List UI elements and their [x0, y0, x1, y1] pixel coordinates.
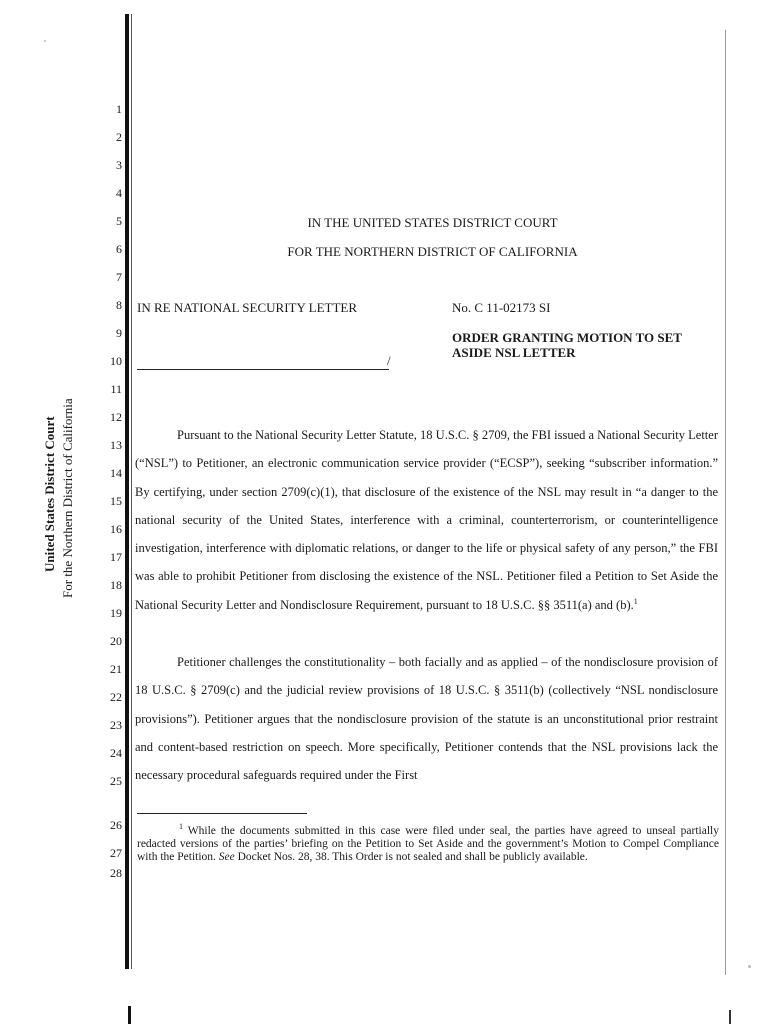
line-number: 26: [110, 818, 122, 832]
line-number: 7: [116, 270, 122, 284]
sidebar-court-name: United States District Court: [42, 416, 57, 572]
line-number: 20: [110, 634, 122, 648]
line-number: 24: [110, 746, 122, 760]
case-number: No. C 11-02173 SI: [452, 300, 551, 315]
line-number: 22: [110, 690, 122, 704]
footnote-reference: 1: [633, 596, 638, 606]
sidebar-district-name: For the Northern District of California: [60, 398, 75, 598]
line-numbers: [100, 0, 122, 1024]
line-number: 14: [110, 466, 122, 480]
line-number: 6: [116, 242, 122, 256]
line-number: 5: [116, 214, 122, 228]
line-number: 3: [116, 158, 122, 172]
line-number: 16: [110, 522, 122, 536]
scan-mark-left: [128, 1006, 131, 1024]
court-heading: IN THE UNITED STATES DISTRICT COURT: [307, 215, 558, 230]
line-number: 25: [110, 774, 122, 788]
court-sidebar: [4, 262, 84, 702]
line-number: 27: [110, 846, 122, 860]
line-number: 21: [110, 662, 122, 676]
footnote-see: See: [218, 851, 235, 863]
scan-speck: [44, 40, 46, 42]
order-title: ORDER GRANTING MOTION TO SET ASIDE NSL LETTER: [452, 330, 682, 360]
line-number: 4: [116, 186, 122, 200]
scan-speck: [748, 965, 751, 968]
body-paragraph-1: [135, 421, 718, 619]
footnote-text-b: Docket Nos. 28, 38. This Order is not sealed and shall be publicly available.: [237, 851, 588, 863]
caption-slash: /: [387, 353, 391, 368]
line-number: 8: [116, 298, 122, 312]
paragraph-1-text: Pursuant to the National Security Letter Statute, 18 U.S.C. § 2709, the FBI issued a National Security Letter (“NSL”) to Petitioner, an electronic communication service provider (“ECSP”), seeking “subscriber information.” By certifying, under section 2709(c)(1), that disclosure of the existence of the NSL may result in “a danger to the national security of the United States, interference with a criminal, counterterrorism, or counterintelligence investigation, interference with diplomatic relations, or danger to the life or physical safety of any person,” the FBI was able to prohibit Petitioner from disclosing the existence of the NSL. Petitioner filed a Petition to Set Aside the National Security Letter and Nondisclosure Requirement, pursuant to 18 U.S.C. §§ 3511(a) and (b).: [135, 428, 718, 612]
line-number: 23: [110, 718, 122, 732]
left-margin-rule-thin: [131, 14, 132, 969]
line-number: 12: [110, 410, 122, 424]
line-number: 1: [116, 102, 122, 116]
line-number: 28: [110, 866, 122, 880]
footnote-marker: 1: [179, 822, 183, 832]
footnote-separator: [137, 813, 307, 814]
line-number: 10: [110, 354, 122, 368]
caption-underline: [137, 369, 389, 370]
footnote: [137, 822, 719, 864]
right-margin-rule: [725, 30, 726, 975]
footnote-text-a: While the documents submitted in this case were filed under seal, the parties have agreed to unseal partially redacted versions of the parties’ briefing on the Petition to Set Aside and the government’s Motion to Compel Compliance with the Petition.: [137, 825, 719, 863]
district-heading: FOR THE NORTHERN DISTRICT OF CALIFORNIA: [287, 244, 578, 259]
line-number: 18: [110, 578, 122, 592]
line-number: 9: [116, 326, 122, 340]
line-number: 19: [110, 606, 122, 620]
line-number: 13: [110, 438, 122, 452]
scan-mark-right: [729, 1010, 731, 1024]
line-number: 17: [110, 550, 122, 564]
line-number: 11: [110, 382, 122, 396]
body-paragraph-2: Petitioner challenges the constitutionality – both facially and as applied – of the nondisclosure provision of 18 U.S.C. § 2709(c) and the judicial review provisions of 18 U.S.C. § 3511(b) (collectively “NSL nondisclosure provisions”). Petitioner argues that the nondisclosure provision of the statute is an unconstitutional prior restraint and content-based restriction on speech. More specifically, Petitioner contends that the NSL provisions lack the necessary procedural safeguards required under the First: [135, 655, 718, 783]
line-number: 15: [110, 494, 122, 508]
line-number: 2: [116, 130, 122, 144]
case-name: IN RE NATIONAL SECURITY LETTER: [137, 300, 358, 315]
left-margin-rule: [125, 14, 129, 969]
